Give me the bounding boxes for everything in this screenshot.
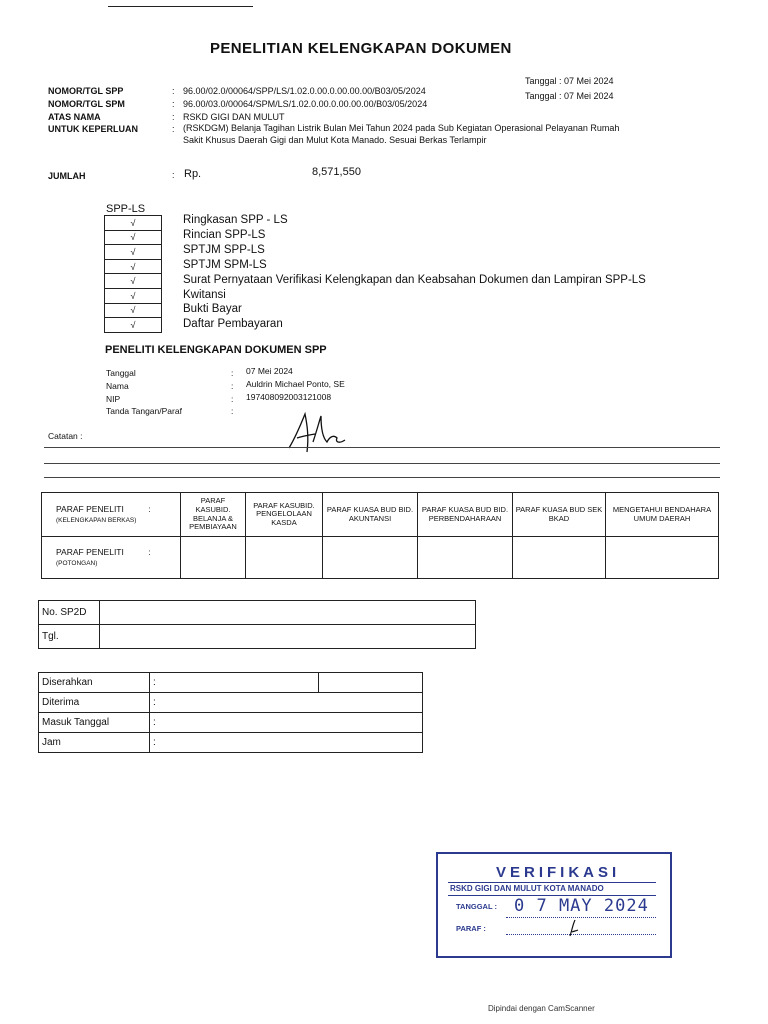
check-mark: √ [105,245,162,260]
check-mark: √ [105,230,162,245]
colon: : [172,99,175,109]
check-mark: √ [105,274,162,289]
paraf-header: PARAF KUASA BUD SEK BKAD [513,493,606,537]
atas-nama-label: ATAS NAMA [48,112,101,122]
colon: : [231,381,234,391]
paraf-header: PARAF KASUBID. PENGELOLAAN KASDA [246,493,323,537]
jumlah-label: JUMLAH [48,171,86,181]
serah-field[interactable] [150,693,423,713]
colon: : [172,124,175,134]
paraf-row2-label: PARAF PENELITI [56,546,124,557]
nomor-spp-label: NOMOR/TGL SPP [48,86,124,96]
jumlah-currency: Rp. [184,168,202,180]
checklist-item: SPTJM SPP-LS [183,244,265,256]
colon: : [153,737,156,748]
serah-field[interactable] [150,673,319,693]
paraf-potongan-cell [42,537,181,579]
signature-icon [283,408,353,460]
sp2d-tgl-field[interactable] [100,625,476,649]
paraf-row2-sub: (POTONGAN) [56,559,98,567]
keperluan-line2: Sakit Khusus Daerah Gigi dan Mulut Kota Manado. Sesuai Berkas Terlampir [183,135,487,145]
jumlah-value: 8,571,550 [312,166,361,178]
tanggal-value: 07 Mei 2024 [246,366,293,376]
tanggal-spm: Tanggal : 07 Mei 2024 [525,91,614,101]
nomor-spm-value: 96.00/03.0/00064/SPM/LS/1.02.0.00.0.00.00.00/B03/05/2024 [183,99,428,109]
check-mark: √ [105,318,162,333]
top-rule [108,6,253,7]
paraf-table [41,492,719,579]
serah-field-extra[interactable] [319,673,423,693]
checklist-item: Kwitansi [183,289,226,301]
colon: : [148,503,151,514]
paraf-header: PARAF KUASA BUD BID. AKUNTANSI [323,493,418,537]
footer-note: Dipindai dengan CamScanner [488,1004,595,1013]
colon: : [231,394,234,404]
sp2d-table [38,600,476,649]
checklist-item: Ringkasan SPP - LS [183,214,288,226]
checklist-item: Daftar Pembayaran [183,318,283,330]
serah-label: Masuk Tanggal [39,713,150,733]
tanggal-spp: Tanggal : 07 Mei 2024 [525,76,614,86]
peneliti-heading: PENELITI KELENGKAPAN DOKUMEN SPP [105,344,327,356]
paraf-cell[interactable] [181,537,246,579]
paraf-header: PARAF KUASA BUD BID. PERBENDAHARAAN [418,493,513,537]
sp2d-no-label: No. SP2D [39,601,100,625]
colon: : [148,546,151,557]
stamp-title: VERIFIKASI [496,864,621,881]
serah-label: Diterima [39,693,150,713]
paraf-cell[interactable] [323,537,418,579]
serah-label: Jam [39,733,150,753]
colon: : [153,677,156,688]
checklist-label: SPP-LS [106,203,146,215]
colon: : [172,86,175,96]
keperluan-label: UNTUK KEPERLUAN [48,124,138,134]
catatan-label: Catatan : [48,431,83,441]
sp2d-no-field[interactable] [100,601,476,625]
nomor-spp-value: 96.00/02.0/00064/SPP/LS/1.02.0.00.0.00.00.00/B03/05/2024 [183,86,426,96]
colon: : [231,368,234,378]
serah-field[interactable] [150,733,423,753]
check-mark: √ [105,259,162,274]
ttd-label: Tanda Tangan/Paraf [106,406,182,416]
serah-field[interactable] [150,713,423,733]
stamp-tanggal-label: TANGGAL : [456,902,497,911]
catatan-line [44,477,720,478]
page-title: PENELITIAN KELENGKAPAN DOKUMEN [210,40,512,57]
paraf-kelengkapan-cell [42,493,181,537]
nomor-spm-label: NOMOR/TGL SPM [48,99,125,109]
colon: : [172,170,175,180]
stamp-paraf-label: PARAF : [456,924,486,933]
tanggal-label: Tanggal [106,368,136,378]
checklist-item: Surat Pernyataan Verifikasi Kelengkapan dan Keabsahan Dokumen dan Lampiran SPP-LS [183,274,646,286]
checklist-item: Bukti Bayar [183,303,242,315]
colon: : [153,697,156,708]
nip-label: NIP [106,394,121,404]
paraf-cell[interactable] [246,537,323,579]
stamp-paraf-mark-icon [564,918,584,938]
paraf-cell[interactable] [606,537,719,579]
nama-value: Auldrin Michael Ponto, SE [246,379,345,389]
paraf-header: MENGETAHUI BENDAHARA UMUM DAERAH [606,493,719,537]
checklist-item: Rincian SPP-LS [183,229,266,241]
paraf-cell[interactable] [418,537,513,579]
paraf-header: PARAF KASUBID. BELANJA & PEMBIAYAAN [181,493,246,537]
checklist-boxes [104,215,162,333]
paraf-row1-label: PARAF PENELITI [56,503,124,514]
paraf-cell[interactable] [513,537,606,579]
serah-label: Diserahkan [39,673,150,693]
sp2d-tgl-label: Tgl. [39,625,100,649]
check-mark: √ [105,288,162,303]
stamp-rule [448,882,656,883]
colon: : [172,112,175,122]
nama-label: Nama [106,381,129,391]
catatan-line [44,463,720,464]
stamp-date: 0 7 MAY 2024 [514,896,649,916]
colon: : [231,406,234,416]
verification-stamp [436,852,672,958]
keperluan-line1: (RSKDGM) Belanja Tagihan Listrik Bulan Mei Tahun 2024 pada Sub Kegiatan Operasional Pelayanan Rumah [183,123,620,133]
catatan-line [44,447,720,448]
check-mark: √ [105,216,162,231]
stamp-subtitle: RSKD GIGI DAN MULUT KOTA MANADO [450,884,604,893]
serah-terima-table [38,672,423,753]
paraf-row1-sub: (KELENGKAPAN BERKAS) [56,516,137,524]
atas-nama-value: RSKD GIGI DAN MULUT [183,112,285,122]
colon: : [153,717,156,728]
check-mark: √ [105,303,162,318]
checklist-item: SPTJM SPM-LS [183,259,267,271]
nip-value: 197408092003121008 [246,392,332,402]
